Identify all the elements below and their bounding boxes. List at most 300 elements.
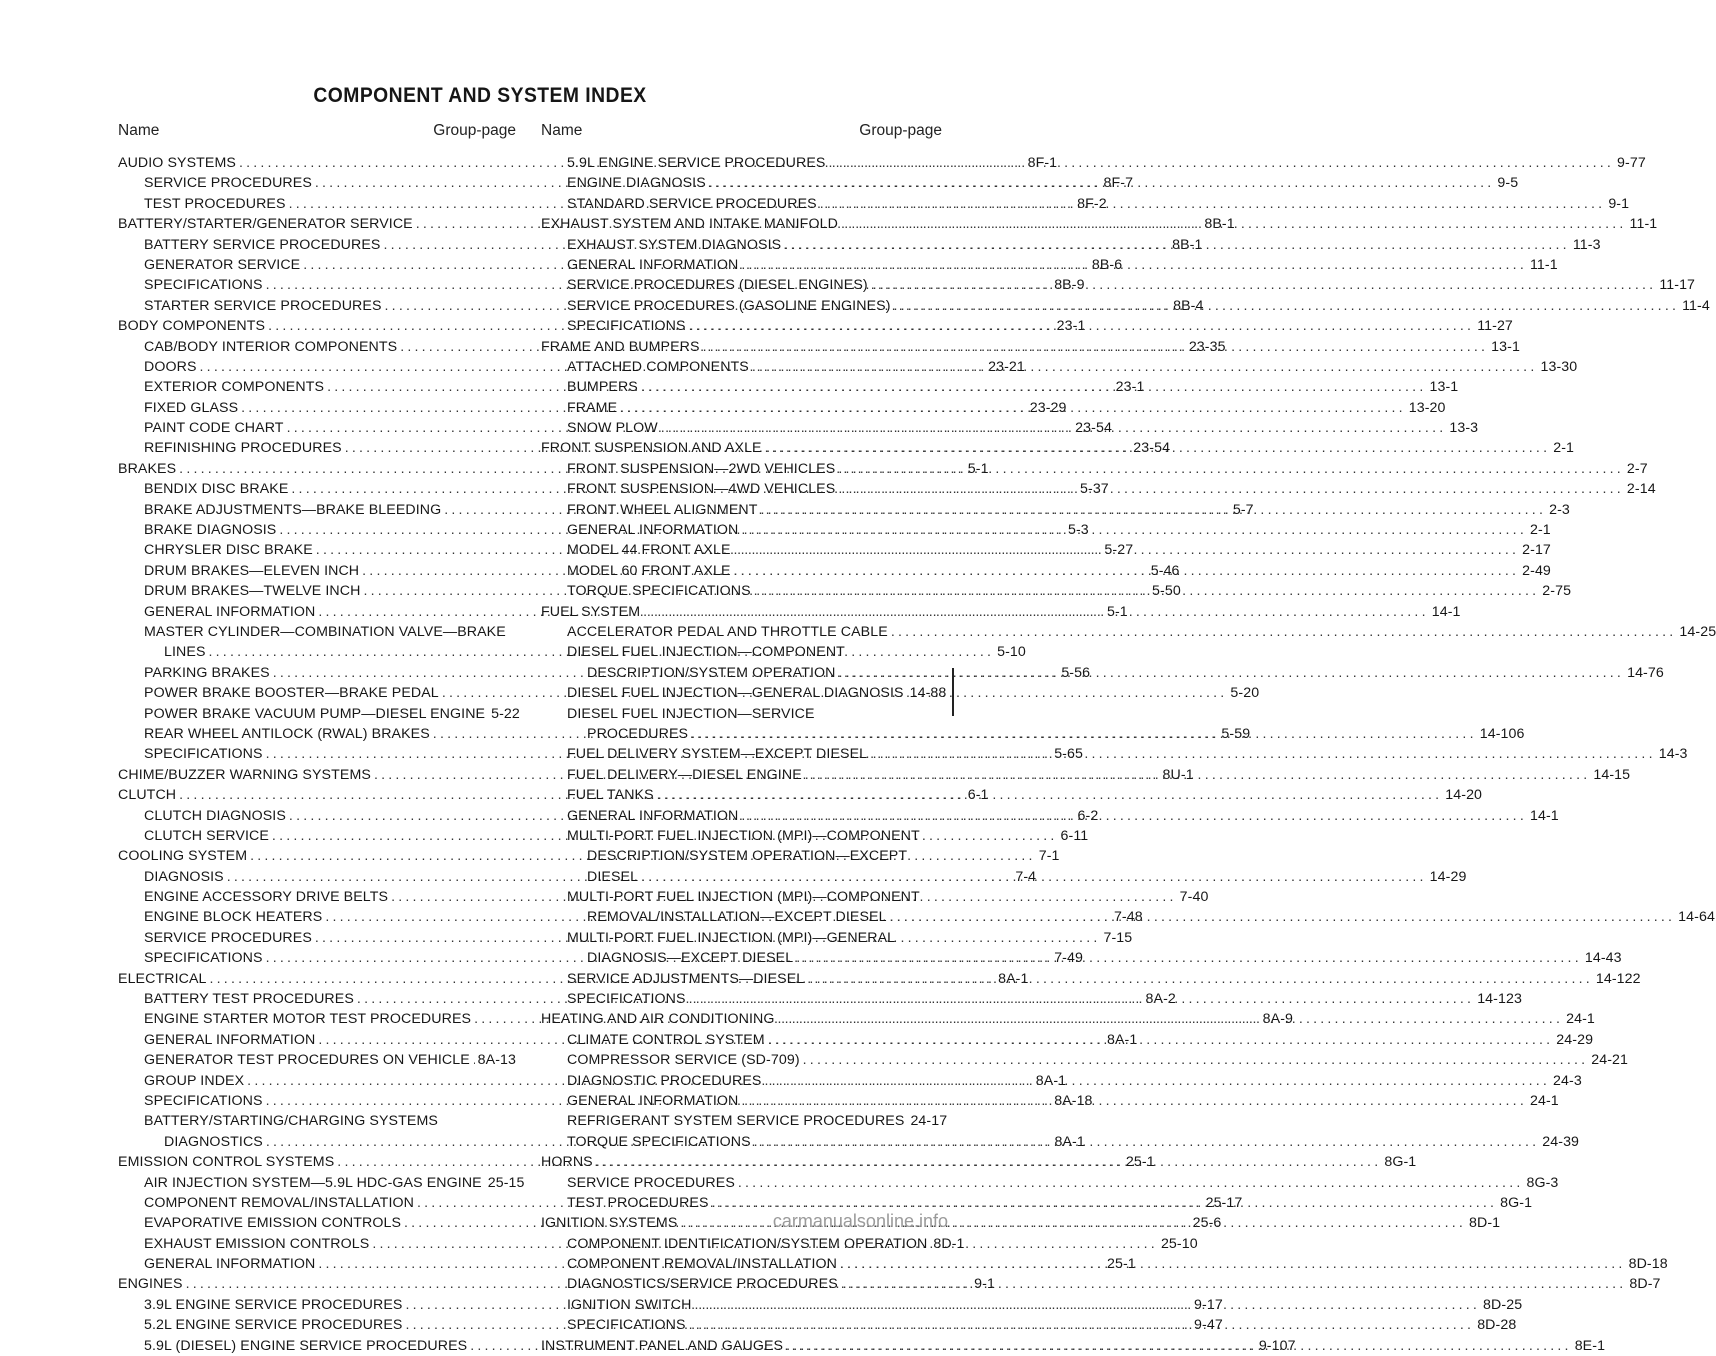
entry-name: DIESEL FUEL INJECTION—SERVICE: [567, 705, 815, 722]
entry-group-page: 5-1: [1106, 603, 1128, 620]
dot-leader: [689, 989, 1475, 1009]
entry-group-page: 14-1: [1431, 603, 1461, 620]
entry-name: BATTERY/STARTING/CHARGING SYSTEMS: [144, 1113, 438, 1130]
index-entry: [541, 1234, 965, 1254]
dot-leader: [661, 418, 1447, 438]
page-edge-mark: [952, 668, 954, 716]
dot-leader: [765, 438, 1551, 458]
index-entry: [118, 1173, 525, 1193]
entry-group-page: 24-1: [1529, 1092, 1559, 1109]
entry-name: BRAKE DIAGNOSIS: [144, 522, 277, 539]
entry-name: ENGINE BLOCK HEATERS: [144, 909, 323, 926]
entry-group-page: 9-5: [1497, 175, 1519, 192]
dot-leader: [689, 316, 1475, 336]
entry-name: GENERAL INFORMATION: [567, 1092, 739, 1109]
entry-name: GENERATOR SERVICE: [144, 256, 301, 273]
group-page-header: Group-page: [433, 122, 516, 139]
entry-name: PAINT CODE CHART: [144, 420, 284, 437]
entry-group-page: 14-88: [909, 685, 947, 702]
entry-group-page: 5-59: [1221, 725, 1251, 742]
entry-group-page: 23-1: [1056, 318, 1086, 335]
dot-leader: [768, 1030, 1554, 1050]
dot-leader: [703, 337, 1489, 357]
entry-group-page: 2-3: [1549, 501, 1570, 518]
dot-leader: [838, 663, 1624, 683]
entry-name: 5.9L (DIESEL) ENGINE SERVICE PROCEDURES: [144, 1337, 468, 1354]
watermark-url: carmanualsonline.info: [772, 1211, 948, 1231]
dot-leader: [689, 1315, 1475, 1335]
entry-name: MASTER CYLINDER—COMBINATION VALVE—BRAKE: [144, 623, 506, 640]
entry-group-page: 23-35: [1188, 338, 1226, 355]
entry-name: BENDIX DISC BRAKE: [144, 481, 289, 498]
group-page-header: Group-page: [859, 122, 942, 139]
entry-name: 3.9L ENGINE SERVICE PROCEDURES: [144, 1296, 403, 1313]
entry-group-page: 2-7: [1626, 460, 1648, 477]
entry-name: ATTACHED COMPONENTS: [567, 358, 749, 375]
entry-group-page: 11-27: [1477, 318, 1513, 335]
dot-leader: [694, 1295, 1480, 1315]
entry-name: FUEL DELIVERY—DIESEL ENGINE: [567, 766, 802, 783]
dot-leader: [473, 1050, 475, 1070]
entry-name: COOLING SYSTEM: [118, 848, 248, 865]
entry-name: REFINISHING PROCEDURES: [144, 440, 342, 457]
dot-leader: [741, 255, 1527, 275]
dot-leader: [838, 459, 1624, 479]
entry-name: POWER BRAKE BOOSTER—BRAKE PEDAL: [144, 685, 439, 702]
entry-name: ENGINE DIAGNOSIS: [567, 175, 706, 192]
entry-name: CLUTCH DIAGNOSIS: [144, 807, 286, 824]
index-entry: [541, 683, 947, 703]
entry-group-page: 13-1: [1491, 338, 1520, 355]
dot-leader: [784, 235, 1570, 255]
entry-name: FRAME: [567, 399, 618, 416]
entry-name: SERVICE PROCEDURES: [567, 1174, 735, 1191]
entry-name: FUEL DELIVERY SYSTEM—EXCEPT DIESEL: [567, 746, 868, 763]
entry-group-page: 8A-1: [998, 970, 1029, 987]
entry-group-page: 13-3: [1449, 420, 1479, 437]
entry-name: SPECIFICATIONS: [144, 1092, 263, 1109]
entry-group-page: 11-3: [1572, 236, 1601, 253]
dot-leader: [741, 520, 1527, 540]
entry-name: LINES: [164, 644, 206, 661]
entry-group-page: 2-14: [1626, 481, 1656, 498]
entry-name: SPECIFICATIONS: [144, 277, 263, 294]
entry-group-page: 14-3: [1658, 746, 1688, 763]
entry-name: ENGINE STARTER MOTOR TEST PROCEDURES: [144, 1011, 472, 1028]
index-entry: [541, 642, 942, 662]
index-entry: [541, 1050, 1629, 1070]
entry-name: DRUM BRAKES—ELEVEN INCH: [144, 562, 360, 579]
entry-group-page: 14-122: [1595, 970, 1641, 987]
entry-name: TEST PROCEDURES: [144, 195, 286, 212]
entry-group-page: 8G-3: [1526, 1174, 1559, 1191]
entry-group-page: 25-17: [1205, 1194, 1243, 1211]
entry-group-page: 2-49: [1522, 562, 1551, 579]
dot-leader: [641, 377, 1427, 397]
entry-group-page: 5-37: [1080, 481, 1109, 498]
entry-name: HORNS: [541, 1154, 593, 1171]
entry-group-page: 13-30: [1540, 358, 1578, 375]
entry-name: FRONT WHEEL ALIGNMENT: [567, 501, 758, 518]
entry-name: TORQUE SPECIFICATIONS: [567, 1133, 751, 1150]
entry-group-page: 8G-1: [1384, 1154, 1417, 1171]
entry-name: REFRIGERANT SYSTEM SERVICE PROCEDURES: [567, 1113, 905, 1130]
entry-group-page: 13-1: [1429, 379, 1459, 396]
entry-name: BRAKE ADJUSTMENTS—BRAKE BLEEDING: [144, 501, 442, 518]
entry-group-page: 25-10: [1160, 1235, 1198, 1252]
entry-name: CHIME/BUZZER WARNING SYSTEMS: [118, 766, 371, 783]
entry-group-page: 7-4: [1015, 868, 1037, 885]
index-entry: [118, 622, 516, 642]
column-header: [541, 122, 942, 140]
entry-group-page: 14-64: [1678, 909, 1715, 926]
entry-group-page: 8D-1: [1469, 1215, 1501, 1232]
entry-name: EXHAUST SYSTEM DIAGNOSIS: [567, 236, 782, 253]
entry-name: PROCEDURES: [587, 725, 689, 742]
entry-group-page: 6-2: [1077, 807, 1099, 824]
entry-name: HEATING AND AIR CONDITIONING: [541, 1011, 775, 1028]
entry-group-page: 8F-7: [1103, 175, 1134, 192]
entry-group-page: 8G-1: [1500, 1194, 1533, 1211]
entry-name: GENERAL INFORMATION: [567, 807, 739, 824]
entry-name: TEST PROCEDURES: [567, 1194, 709, 1211]
entry-group-page: 11-1: [1529, 256, 1558, 273]
entry-name: COMPRESSOR SERVICE (SD-709): [567, 1052, 800, 1069]
entry-group-page: 8D-1: [933, 1235, 965, 1252]
dot-leader: [891, 622, 1677, 642]
entry-group-page: 8A-9: [1262, 1011, 1294, 1028]
entry-name: CLUTCH SERVICE: [144, 827, 269, 844]
dot-leader: [691, 724, 1477, 744]
index-entry: [541, 846, 942, 866]
entry-name: EVAPORATIVE EMISSION CONTROLS: [144, 1215, 402, 1232]
entry-group-page: 7-1: [1038, 848, 1060, 865]
index-entry: [541, 928, 942, 948]
entry-name: INSTRUMENT PANEL AND GAUGES: [541, 1337, 784, 1354]
name-header: Name: [541, 122, 583, 139]
dot-leader: [841, 214, 1627, 234]
entry-group-page: 24-1: [1566, 1011, 1595, 1028]
entry-group-page: 23-54: [1133, 440, 1171, 457]
entry-name: BRAKES: [118, 460, 177, 477]
page-title: COMPONENT AND SYSTEM INDEX: [313, 84, 647, 107]
entry-name: IGNITION SWITCH: [567, 1296, 692, 1313]
entry-group-page: 14-1: [1529, 807, 1559, 824]
entry-group-page: 14-29: [1429, 868, 1467, 885]
entry-group-page: 14-106: [1479, 725, 1525, 742]
dot-leader: [734, 540, 1520, 560]
entry-name: FIXED GLASS: [144, 399, 239, 416]
entry-group-page: 24-39: [1542, 1133, 1580, 1150]
entry-group-page: 8F-2: [1077, 195, 1107, 212]
entry-group-page: 8D-28: [1477, 1317, 1517, 1334]
index-entry: [118, 1111, 516, 1131]
entry-name: SPECIFICATIONS: [567, 318, 686, 335]
dot-leader: [820, 194, 1606, 214]
entry-name: POWER BRAKE VACUUM PUMP—DIESEL ENGINE: [144, 705, 486, 722]
entry-name: DIESEL FUEL INJECTION—GENERAL DIAGNOSIS: [567, 685, 904, 702]
entry-group-page: 23-54: [1075, 420, 1112, 437]
entry-name: BATTERY SERVICE PROCEDURES: [144, 236, 381, 253]
entry-group-page: 2-1: [1553, 440, 1575, 457]
dot-leader: [803, 1050, 1589, 1070]
entry-name: FRONT SUSPENSION—2WD VEHICLES: [567, 460, 836, 477]
entry-group-page: 5-27: [1104, 542, 1134, 559]
index-entry: [541, 1111, 948, 1131]
entry-name: CLUTCH: [118, 787, 177, 804]
dot-leader: [764, 1071, 1550, 1091]
entry-name: FUEL SYSTEM: [541, 603, 641, 620]
entry-name: COMPONENT IDENTIFICATION/SYSTEM OPERATION: [567, 1235, 928, 1252]
entry-name: AIR INJECTION SYSTEM—5.9L HDC-GAS ENGINE: [144, 1174, 482, 1191]
entry-name: PARKING BRAKES: [144, 664, 270, 681]
entry-group-page: 2-17: [1522, 542, 1551, 559]
entry-name: CLIMATE CONTROL SYSTEM: [567, 1031, 765, 1048]
entry-group-page: 8D-25: [1483, 1296, 1523, 1313]
entry-group-page: 8B-9: [1054, 277, 1085, 294]
entry-group-page: 8D-18: [1628, 1256, 1668, 1273]
entry-group-page: 5-22: [491, 705, 520, 722]
entry-name: REAR WHEEL ANTILOCK (RWAL) BRAKES: [144, 725, 430, 742]
entry-name: EXHAUST SYSTEM AND INTAKE MANIFOLD: [541, 216, 838, 233]
entry-name: GENERATOR TEST PROCEDURES ON VEHICLE: [144, 1052, 470, 1069]
dot-leader: [828, 153, 1614, 173]
dot-leader: [709, 173, 1495, 193]
entry-name: EXHAUST EMISSION CONTROLS: [144, 1235, 370, 1252]
entry-group-page: 2-1: [1529, 522, 1551, 539]
index-entry: [541, 704, 942, 724]
entry-name: BATTERY/STARTER/GENERATOR SERVICE: [118, 216, 413, 233]
entry-group-page: 23-21: [988, 358, 1025, 375]
entry-name: BATTERY TEST PROCEDURES: [144, 991, 354, 1008]
dot-leader: [754, 1132, 1540, 1152]
entry-group-page: 8A-18: [1054, 1092, 1093, 1109]
entry-name: FUEL TANKS: [567, 787, 654, 804]
entry-group-page: 25-6: [1192, 1215, 1222, 1232]
entry-group-page: 5-46: [1150, 562, 1180, 579]
entry-name: STARTER SERVICE PROCEDURES: [144, 297, 382, 314]
dot-leader: [741, 1091, 1527, 1111]
entry-group-page: 14-20: [1445, 787, 1483, 804]
entry-name: ENGINE ACCESSORY DRIVE BELTS: [144, 889, 389, 906]
entry-group-page: 8D-7: [1629, 1276, 1661, 1293]
entry-group-page: 8A-2: [1145, 991, 1176, 1008]
dot-leader: [805, 765, 1591, 785]
entry-name: TORQUE SPECIFICATIONS: [567, 583, 751, 600]
entry-group-page: 14-123: [1477, 991, 1522, 1008]
entry-group-page: 8E-1: [1574, 1337, 1606, 1354]
entry-name: DESCRIPTION/SYSTEM OPERATION: [587, 664, 836, 681]
entry-group-page: 5-7: [1232, 501, 1254, 518]
entry-group-page: 24-17: [910, 1113, 948, 1130]
dot-leader: [741, 806, 1527, 826]
dot-leader: [620, 398, 1406, 418]
entry-group-page: 14-15: [1593, 766, 1631, 783]
entry-group-page: 7-48: [1113, 909, 1143, 926]
dot-leader: [778, 1009, 1564, 1029]
index-entry: [118, 1050, 516, 1070]
entry-name: GENERAL INFORMATION: [144, 603, 316, 620]
index-entry: [541, 887, 942, 907]
entry-name: DOORS: [144, 358, 197, 375]
entry-group-page: 9-1: [974, 1276, 995, 1293]
entry-name: BUMPERS: [567, 379, 638, 396]
entry-name: SPECIFICATIONS: [144, 746, 263, 763]
entry-name: BODY COMPONENTS: [118, 318, 266, 335]
entry-group-page: 8A-13: [477, 1052, 516, 1069]
entry-name: COMPONENT REMOVAL/INSTALLATION: [567, 1256, 837, 1273]
entry-group-page: 5-50: [1152, 583, 1181, 600]
entry-name: MULTI-PORT FUEL INJECTION (MPI)—COMPONENT: [567, 827, 920, 844]
entry-name: 5.2L ENGINE SERVICE PROCEDURES: [144, 1317, 403, 1334]
entry-name: GROUP INDEX: [144, 1072, 245, 1089]
entry-name: DIAGNOSIS—EXCEPT DIESEL: [587, 950, 794, 967]
entry-group-page: 11-17: [1659, 277, 1696, 294]
entry-group-page: 5-10: [997, 644, 1026, 661]
entry-name: SERVICE PROCEDURES: [144, 929, 312, 946]
entry-group-page: 9-47: [1194, 1317, 1223, 1334]
entry-name: STANDARD SERVICE PROCEDURES: [567, 195, 817, 212]
entry-name: SERVICE PROCEDURES (DIESEL ENGINES): [567, 277, 868, 294]
entry-group-page: 5-1: [967, 460, 989, 477]
dot-leader: [796, 948, 1582, 968]
entry-group-page: 8F-1: [1027, 155, 1058, 171]
entry-name: ACCELERATOR PEDAL AND THROTTLE CABLE: [567, 623, 888, 640]
entry-group-page: 11-4: [1682, 297, 1710, 314]
entry-name: REMOVAL/INSTALLATION—EXCEPT DIESEL: [587, 909, 887, 926]
entry-name: ENGINES: [118, 1276, 183, 1293]
dot-leader: [807, 969, 1593, 989]
dot-leader: [657, 785, 1443, 805]
dot-leader: [840, 1254, 1626, 1274]
dot-leader: [870, 744, 1656, 764]
name-header: Name: [118, 122, 160, 139]
entry-group-page: 8A-1: [1106, 1031, 1138, 1048]
dot-leader: [841, 1274, 1627, 1294]
entry-name: DIESEL FUEL INJECTION—COMPONENT: [567, 644, 845, 661]
entry-group-page: 9-17: [1194, 1296, 1223, 1313]
entry-group-page: 6-11: [1060, 827, 1089, 844]
entry-group-page: 2-75: [1542, 583, 1572, 600]
entry-group-page: 8U-1: [1162, 766, 1194, 783]
index-entry: [118, 704, 520, 724]
entry-name: DIAGNOSTICS: [164, 1133, 263, 1150]
entry-name: DIAGNOSTIC PROCEDURES: [567, 1072, 762, 1089]
entry-group-page: 7-49: [1054, 950, 1083, 967]
entry-name: FRAME AND BUMPERS: [541, 338, 700, 355]
entry-name: DRUM BRAKES—TWELVE INCH: [144, 583, 361, 600]
dot-leader: [754, 581, 1540, 601]
entry-group-page: 14-25: [1679, 623, 1716, 640]
entry-group-page: 8B-4: [1173, 297, 1204, 314]
entry-name: FRONT SUSPENSION—4WD VEHICLES: [567, 481, 836, 498]
entry-group-page: 8B-1: [1172, 236, 1203, 253]
entry-group-page: 5-3: [1067, 522, 1089, 539]
entry-group-page: 7-40: [1179, 889, 1209, 906]
dot-leader: [761, 500, 1547, 520]
entry-name: GENERAL INFORMATION: [567, 256, 739, 273]
entry-name: EXTERIOR COMPONENTS: [144, 379, 325, 396]
entry-name: MULTI-PORT FUEL INJECTION (MPI)—COMPONENT: [567, 889, 920, 906]
entry-group-page: 9-77: [1617, 155, 1646, 171]
entry-name: EMISSION CONTROL SYSTEMS: [118, 1154, 335, 1171]
entry-group-page: 25-15: [487, 1174, 525, 1191]
entry-name: GENERAL INFORMATION: [144, 1031, 316, 1048]
dot-leader: [838, 479, 1624, 499]
entry-name: SNOW PLOW: [567, 420, 658, 437]
dot-leader: [752, 357, 1538, 377]
entry-name: 5.9L ENGINE SERVICE PROCEDURES: [567, 155, 826, 171]
entry-name: MODEL 44 FRONT AXLE: [567, 542, 731, 559]
entry-name: IGNITION SYSTEMS: [541, 1215, 678, 1232]
entry-name: FRONT SUSPENSION AND AXLE: [541, 440, 762, 457]
entry-name: CHRYSLER DISC BRAKE: [144, 542, 313, 559]
entry-name: DESCRIPTION/SYSTEM OPERATION—EXCEPT: [587, 848, 908, 865]
entry-name: COMPONENT REMOVAL/INSTALLATION: [144, 1194, 414, 1211]
entry-group-page: 14-76: [1627, 664, 1664, 681]
entry-name: DIAGNOSIS: [144, 868, 224, 885]
column-header: [118, 122, 516, 140]
dot-leader: [596, 1152, 1382, 1172]
entry-name: ELECTRICAL: [118, 970, 207, 987]
entry-group-page: 8A-1: [1054, 1133, 1085, 1150]
entry-group-page: 8B-1: [1204, 216, 1235, 233]
entry-group-page: 5-65: [1054, 746, 1083, 763]
entry-group-page: 24-21: [1591, 1052, 1629, 1069]
dot-leader: [734, 561, 1520, 581]
entry-name: GENERAL INFORMATION: [144, 1256, 316, 1273]
index-entry: [541, 1173, 1559, 1193]
dot-leader: [890, 907, 1676, 927]
entry-group-page: 11-1: [1629, 216, 1658, 233]
entry-group-page: 9-107: [1258, 1337, 1296, 1354]
dot-leader: [641, 867, 1427, 887]
entry-name: MODEL 60 FRONT AXLE: [567, 562, 731, 579]
entry-name: DIAGNOSTICS/SERVICE PROCEDURES: [567, 1276, 838, 1293]
dot-leader: [894, 296, 1680, 316]
entry-group-page: 24-29: [1556, 1031, 1594, 1048]
entry-name: SPECIFICATIONS: [144, 950, 263, 967]
entry-group-page: 24-3: [1553, 1072, 1582, 1089]
index-entry: [541, 826, 942, 846]
entry-name: SERVICE ADJUSTMENTS—DIESEL: [567, 970, 805, 987]
entry-name: CAB/BODY INTERIOR COMPONENTS: [144, 338, 398, 355]
dot-leader: [738, 1173, 1524, 1193]
entry-name: SPECIFICATIONS: [567, 991, 686, 1008]
entry-group-page: 23-29: [1029, 399, 1067, 416]
dot-leader: [643, 602, 1429, 622]
entry-group-page: 5-56: [1061, 664, 1091, 681]
entry-group-page: 8A-1: [1035, 1072, 1067, 1089]
entry-group-page: 7-15: [1103, 929, 1133, 946]
index-entry: [541, 622, 1716, 642]
entry-name: GENERAL INFORMATION: [567, 522, 739, 539]
entry-group-page: 23-1: [1115, 379, 1145, 396]
entry-name: SPECIFICATIONS: [567, 1317, 686, 1334]
entry-group-page: 13-20: [1408, 399, 1446, 416]
entry-group-page: 6-1: [967, 787, 989, 804]
entry-group-page: 8B-6: [1091, 256, 1123, 273]
entry-group-page: 25-1: [1125, 1154, 1155, 1171]
entry-name: AUDIO SYSTEMS: [118, 155, 236, 171]
entry-group-page: 5-20: [1230, 685, 1260, 702]
entry-group-page: 25-1: [1106, 1256, 1136, 1273]
entry-name: DIESEL: [587, 868, 639, 885]
dot-leader: [871, 275, 1657, 295]
entry-name: MULTI-PORT FUEL INJECTION (MPI)—GENERAL: [567, 929, 896, 946]
entry-group-page: 14-43: [1584, 950, 1622, 967]
dot-leader: [786, 1336, 1572, 1356]
